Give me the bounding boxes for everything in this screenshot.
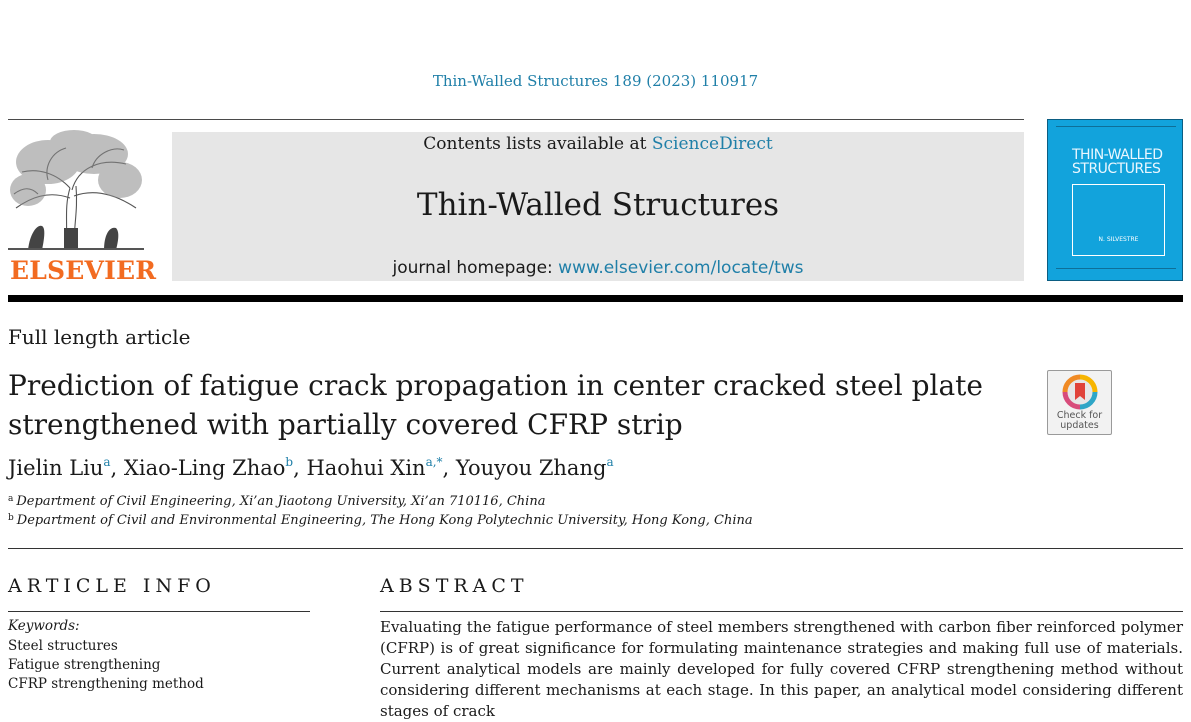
keywords-label: Keywords: xyxy=(8,618,80,634)
author-separator: , xyxy=(442,456,456,480)
author-name[interactable]: Xiao-Ling Zhao xyxy=(123,456,286,480)
keywords-list xyxy=(8,637,204,694)
cover-editor: N. SILVESTRE xyxy=(1098,236,1139,243)
journal-citation[interactable]: Thin-Walled Structures 189 (2023) 110917 xyxy=(432,72,759,90)
article-type: Full length article xyxy=(8,325,191,349)
cover-top-line xyxy=(1056,126,1176,131)
affiliation-mark: b xyxy=(8,513,14,523)
abstract-rule xyxy=(380,611,1183,612)
author-affiliation-mark[interactable]: a xyxy=(103,455,111,469)
author-affiliation-mark[interactable]: a,* xyxy=(425,455,443,469)
check-updates-line1: Check for xyxy=(1056,410,1103,421)
affiliation-a xyxy=(8,494,545,509)
author-separator: , xyxy=(110,456,124,480)
cover-title-line1: THIN-WALLED xyxy=(1072,147,1163,163)
sciencedirect-link[interactable]: ScienceDirect xyxy=(651,134,773,154)
article-info-heading: ARTICLE INFO xyxy=(8,575,216,597)
keyword-item: Steel structures xyxy=(8,638,118,654)
author-name[interactable]: Haohui Xin xyxy=(306,456,426,480)
check-updates-line2: updates xyxy=(1060,420,1099,431)
article-info-rule xyxy=(8,611,310,612)
journal-name: Thin-Walled Structures xyxy=(416,187,780,223)
affiliation-b xyxy=(8,513,753,528)
keyword-item: Fatigue strengthening xyxy=(8,657,161,673)
homepage-prefix: journal homepage: xyxy=(392,258,559,278)
author-affiliation-mark[interactable]: a xyxy=(606,455,614,469)
author-name[interactable]: Jielin Liu xyxy=(8,456,104,480)
check-updates-label xyxy=(1048,411,1111,431)
cover-title xyxy=(1072,148,1172,176)
journal-homepage-line xyxy=(172,258,1024,278)
keyword-item: CFRP strengthening method xyxy=(8,676,204,692)
section-divider xyxy=(8,548,1183,549)
author-list xyxy=(8,455,614,480)
cover-frame xyxy=(1072,184,1165,256)
affiliation-text: Department of Civil and Environmental Engineering, The Hong Kong Polytechnic University, Hong Kong, China xyxy=(16,513,753,528)
contents-available-line xyxy=(172,134,1024,154)
elsevier-logo-text: ELSEVIER xyxy=(10,256,157,285)
check-for-updates-badge[interactable] xyxy=(1047,370,1112,435)
affiliation-mark: a xyxy=(8,494,14,504)
abstract-heading: ABSTRACT xyxy=(380,575,529,597)
cover-title-line2: STRUCTURES xyxy=(1072,161,1161,177)
contents-prefix: Contents lists available at xyxy=(423,134,652,154)
journal-cover[interactable] xyxy=(1047,119,1183,281)
header-top-rule xyxy=(8,119,1024,120)
journal-homepage-link[interactable]: www.elsevier.com/locate/tws xyxy=(558,258,804,278)
author-affiliation-mark[interactable]: b xyxy=(285,455,294,469)
affiliation-text: Department of Civil Engineering, Xi’an Jiaotong University, Xi’an 710116, China xyxy=(16,494,546,509)
author-separator: , xyxy=(293,456,307,480)
check-updates-icon xyxy=(1062,374,1098,410)
article-title: Prediction of fatigue crack propagation in center cracked steel plate strengthened with partially covered CFRP strip xyxy=(8,369,983,441)
header-thick-rule xyxy=(8,295,1183,302)
abstract-text: Evaluating the fatigue performance of steel members strengthened with carbon fiber reinforced polymer (CFRP) is of great significance for formulating maintenance strategies and making full use of materials. Current analytical models are mainly developed for fully covered CFRP strengthening method without considering different mechanisms at each stage. In this paper, an analytical model considering different stages of crack xyxy=(380,618,1183,720)
author-name[interactable]: Youyou Zhang xyxy=(455,456,607,480)
cover-bottom-line xyxy=(1056,268,1176,275)
